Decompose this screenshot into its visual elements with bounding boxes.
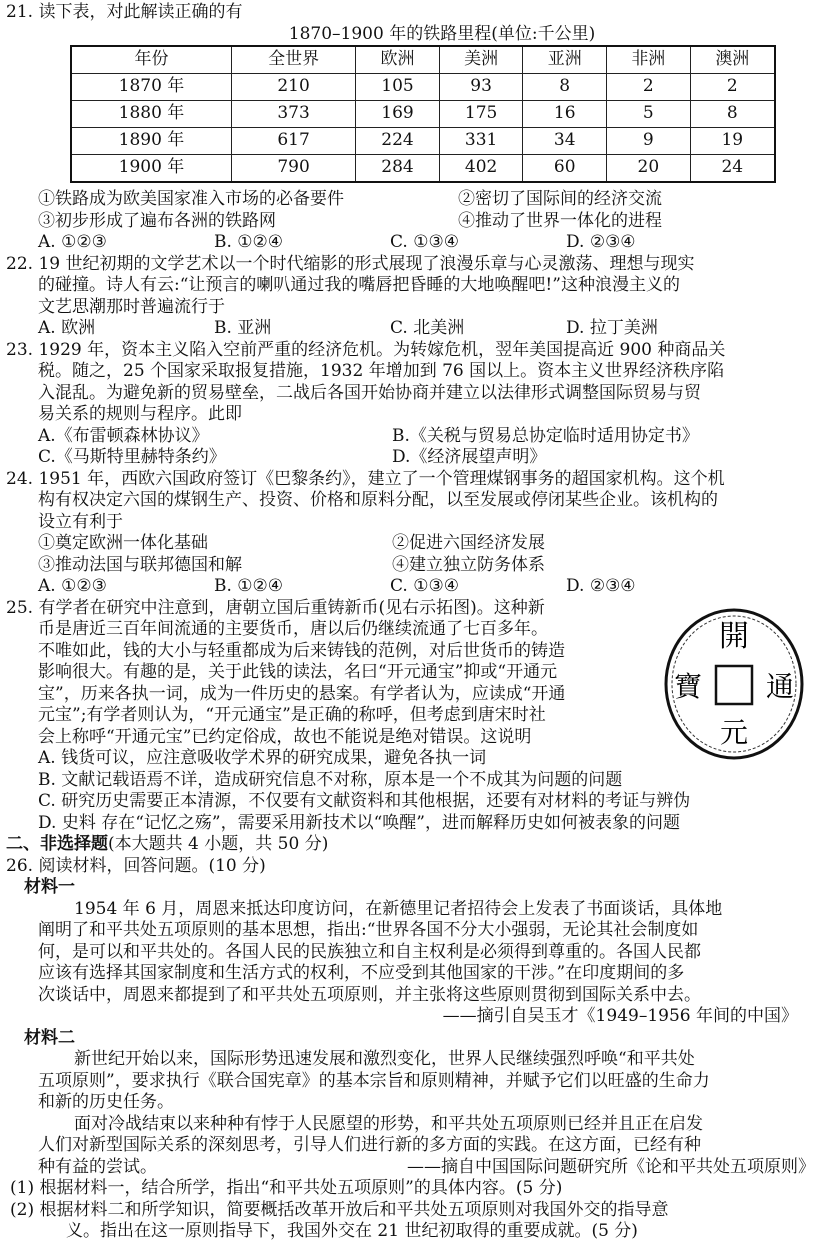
option-b: B. 亚洲 [214, 318, 272, 338]
option-d: D. 拉丁美洲 [566, 318, 658, 338]
option-c: C. ①③④ [390, 232, 459, 252]
table-row [71, 74, 775, 101]
exam-page [6, 2, 818, 1243]
header-cell: 美洲 [439, 46, 523, 74]
q25-line: 元宝”;有学者则认为，“开元通宝”是正确的称呼，但考虑到唐宋时社 [38, 705, 546, 725]
railway-table [70, 45, 776, 183]
option-b: B. 文献记载语焉不详，造成研究信息不对称，原本是一个不成其为问题的问题 [38, 769, 623, 790]
table-caption: 1870–1900 年的铁路里程(单位:千公里) [288, 23, 596, 44]
option-c: C.《马斯特里赫特条约》 [38, 447, 226, 467]
option-b: B. ①②④ [214, 232, 284, 252]
header-cell: 澳洲 [690, 46, 775, 74]
material-1-title: 材料一 [24, 877, 75, 897]
section-title: 二、非选择题 [6, 834, 108, 854]
q26-sub-question: (2) 根据材料二和所学知识，简要概括改革开放后和平共处五项原则对我国外交的指导意 [10, 1199, 669, 1220]
q25-line: 25. 有学者在研究中注意到，唐朝立国后重铸新币(见右示拓图)。这种新 [6, 597, 545, 618]
table-cell: 5 [607, 101, 691, 128]
q23-line: 23. 1929 年，资本主义陷入空前严重的经济危机。为转嫁危机，翌年美国提高近 900 种商品关 [6, 339, 726, 360]
table-cell: 19 [690, 128, 775, 155]
option-c: C. ①③④ [390, 576, 459, 596]
table-cell: 224 [356, 128, 440, 155]
q23-line: 税。随之，25 个国家采取报复措施，1932 年增加到 76 国以上。资本主义世界经济秩序陷 [38, 361, 725, 381]
table-row [71, 155, 775, 183]
option-b: B.《关税与贸易总协定临时适用协定书》 [392, 425, 699, 446]
table-cell: 790 [231, 155, 355, 183]
table-cell: 284 [356, 155, 440, 183]
table-cell: 2 [607, 74, 691, 101]
m2-source: ——摘自中国国际问题研究所《论和平共处五项原则》 [407, 1156, 815, 1177]
table-cell: 1900 年 [71, 155, 231, 183]
table-cell: 93 [439, 74, 523, 101]
table-cell: 8 [523, 74, 607, 101]
option-d: D. 史料 存在“记忆之殇”，需要采用新技术以“唤醒”，进而解释历史如何被表象的问题 [38, 812, 680, 833]
section-note: (本大题共 4 小题，共 50 分) [108, 834, 329, 854]
q23-line: 入混乱。为避免新的贸易壁垒，二战后各国开始协商并建立以法律形式调整国际贸易与贸 [38, 382, 701, 403]
q21-options [6, 232, 818, 254]
q23-line: 易关系的规则与程序。此即 [38, 404, 242, 424]
table-cell: 105 [356, 74, 440, 101]
table-cell: 16 [523, 101, 607, 128]
q21-items-row2 [6, 211, 818, 233]
table-cell: 1870 年 [71, 74, 231, 101]
m1-line: 1954 年 6 月，周恩来抵达印度访问，在新德里记者招待会上发表了书面谈话，具体地 [74, 898, 723, 919]
option-a: A. 欧洲 [38, 318, 96, 338]
m2-line: 新世纪开始以来，国际形势迅速发展和激烈变化，世界人民继续强烈呼唤“和平共处 [74, 1049, 695, 1069]
table-header-row [71, 46, 775, 74]
table-cell: 9 [607, 128, 691, 155]
m2-last-line: 种有益的尝试。 [38, 1156, 157, 1177]
q25-line: 会上称呼“开通元宝”已约定俗成，故也不能说是绝对错误。这说明 [38, 726, 532, 747]
q24-items-row1 [6, 533, 818, 555]
coin-rubbing-image [660, 604, 808, 764]
q25-line: 宝”，历来各执一词，成为一件历史的悬案。有学者认为，应读成“开通 [38, 683, 566, 704]
q23-options-row1 [6, 426, 818, 448]
q22-line: 的碰撞。诗人有云:“让预言的喇叭通过我的嘴唇把昏睡的大地唤醒吧!”这种浪漫主义的 [38, 275, 680, 295]
q25-line: 影响很大。有趣的是，关于此钱的读法，名曰“开元通宝”抑或“开通元 [38, 662, 558, 682]
table-cell: 24 [690, 155, 775, 183]
table-cell: 175 [439, 101, 523, 128]
header-cell: 亚洲 [523, 46, 607, 74]
m2-line: 人们对新型国际关系的深刻思考，引导人们进行新的多方面的实践。在这方面，已经有种 [38, 1135, 701, 1155]
m2-line: 面对冷战结束以来种种有悖于人民愿望的形势，和平共处五项原则已经并且正在启发 [74, 1113, 703, 1134]
section-heading [6, 834, 818, 856]
q21-item: ②密切了国际间的经济交流 [458, 189, 662, 209]
table-cell: 2 [690, 74, 775, 101]
q24-line: 设立有利于 [38, 511, 123, 532]
table-row [71, 128, 775, 155]
q25-block [6, 598, 818, 749]
coin-char-top: 開 [719, 618, 749, 654]
option-a: A.《布雷顿森林协议》 [38, 425, 209, 446]
option-a: A. ①②③ [38, 576, 107, 596]
q21-stem: 21. 读下表，对此解读正确的有 [6, 2, 243, 22]
q21-item: ④推动了世界一体化的进程 [458, 210, 662, 231]
q24-item: ②促进六国经济发展 [392, 533, 545, 553]
table-cell: 1890 年 [71, 128, 231, 155]
table-cell: 20 [607, 155, 691, 183]
q22-options [6, 318, 818, 340]
m2-line: 五项原则”，要求执行《联合国宪章》的基本宗旨和原则精神，并赋予它们以旺盛的生命力 [38, 1070, 710, 1091]
option-b: B. ①②④ [214, 576, 284, 596]
table-cell: 34 [523, 128, 607, 155]
coin-char-left: 寶 [673, 669, 703, 703]
q24-item: ④建立独立防务体系 [392, 554, 545, 575]
q21-item: ③初步形成了遍布各洲的铁路网 [38, 210, 276, 231]
table-cell: 169 [356, 101, 440, 128]
table-cell: 210 [231, 74, 355, 101]
option-d: D. ②③④ [566, 232, 636, 252]
m1-line: 何，是可以和平共处的。各国人民的民族独立和自主权利是必须得到尊重的。各国人民都 [38, 941, 701, 962]
coin-char-bottom: 元 [719, 715, 749, 749]
q21-item: ①铁路成为欧美国家准入市场的必备要件 [38, 189, 344, 209]
header-cell: 欧洲 [356, 46, 440, 74]
m1-line: 应该有选择其国家制度和生活方式的权利，不应受到其他国家的干涉。”在印度期间的多 [38, 963, 685, 983]
coin-char-right: 通 [765, 669, 795, 703]
q22-line: 22. 19 世纪初期的文学艺术以一个时代缩影的形式展现了浪漫乐章与心灵激荡、理想与现实 [6, 253, 695, 274]
option-a: A. 钱货可议，应注意吸收学术界的研究成果，避免各执一词 [38, 748, 487, 768]
table-cell: 617 [231, 128, 355, 155]
m1-source: ——摘引自吴玉才《1949–1956 年间的中国》 [442, 1006, 798, 1026]
table-cell: 60 [523, 155, 607, 183]
option-a: A. ①②③ [38, 232, 107, 252]
q22-line: 文艺思潮那时普遍流行于 [38, 296, 225, 317]
option-d: D. ②③④ [566, 576, 636, 596]
material-2-title: 材料二 [24, 1027, 75, 1048]
q26-stem: 26. 阅读材料，回答问题。(10 分) [6, 855, 266, 876]
q24-options [6, 576, 818, 598]
q24-line: 构有权决定六国的煤钢生产、投资、价格和原料分配，以至发展或停闭某些企业。该机构的 [38, 490, 718, 510]
table-cell: 8 [690, 101, 775, 128]
table-cell: 373 [231, 101, 355, 128]
option-d: D.《经济展望声明》 [392, 447, 547, 467]
option-c: C. 北美洲 [390, 318, 465, 338]
q26-sub-question: (1) 根据材料一，结合所学，指出“和平共处五项原则”的具体内容。(5 分) [10, 1178, 563, 1198]
table-row [71, 101, 775, 128]
q24-item: ①奠定欧洲一体化基础 [38, 533, 208, 553]
header-cell: 非洲 [607, 46, 691, 74]
q25-line: 币是唐近三百年间流通的主要货币，唐以后仍继续流通了七百多年。 [38, 619, 548, 639]
header-cell: 年份 [71, 46, 231, 74]
q24-items-row2 [6, 555, 818, 577]
header-cell: 全世界 [231, 46, 355, 74]
m2-line: 和新的历史任务。 [38, 1092, 174, 1112]
m2-line [6, 1157, 818, 1179]
m1-line: 次谈话中，周恩来都提到了和平共处五项原则，并主张将这些原则贯彻到国际关系中去。 [38, 984, 701, 1005]
q24-item: ③推动法国与联邦德国和解 [38, 554, 242, 575]
q24-line: 24. 1951 年，西欧六国政府签订《巴黎条约》，建立了一个管理煤钢事务的超国家机构。这个机 [6, 468, 725, 489]
option-c: C. 研究历史需要正本清源，不仅要有文献资料和其他根据，还要有对材料的考证与辨伪 [38, 791, 691, 811]
q26-sub-question: 义。指出在这一原则指导下，我国外交在 21 世纪初取得的重要成就。(5 分) [66, 1221, 638, 1241]
table-cell: 402 [439, 155, 523, 183]
q25-line: 不唯如此，钱的大小与轻重都成为后来铸钱的范例，对后世货币的铸造 [38, 640, 565, 661]
q21-items-row1 [6, 189, 818, 211]
q23-options-row2 [6, 447, 818, 469]
table-cell: 1880 年 [71, 101, 231, 128]
table-cell: 331 [439, 128, 523, 155]
m1-line: 阐明了和平共处五项原则的基本思想，指出:“世界各国不分大小强弱，无论其社会制度如 [38, 920, 699, 940]
